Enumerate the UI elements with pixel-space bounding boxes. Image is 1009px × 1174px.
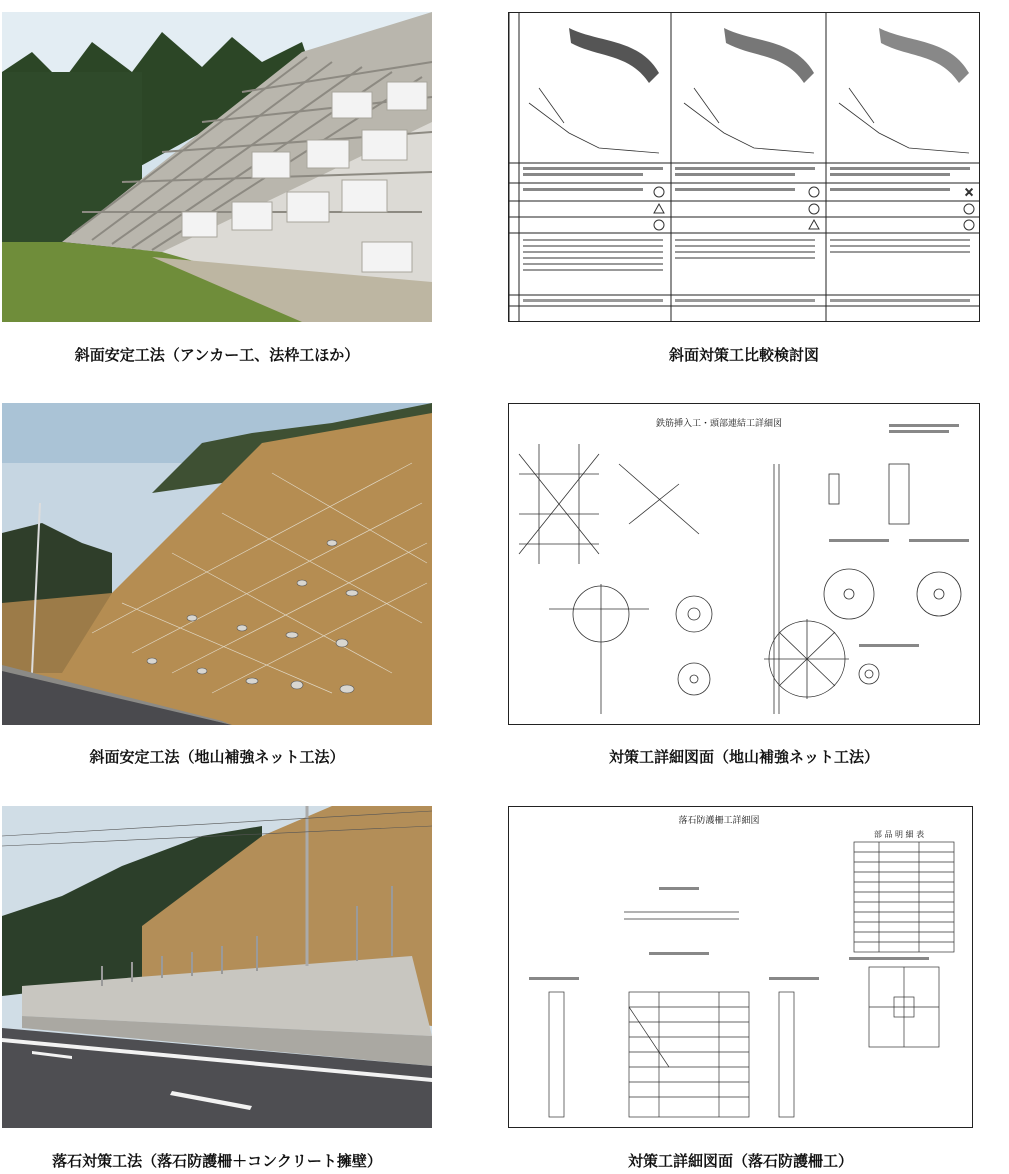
net-detail-title: 鉄筋挿入工・頭部連結工詳細図 (655, 419, 783, 429)
caption-photo-3: 落石対策工法（落石防護柵＋コンクリート擁壁） (52, 1152, 382, 1170)
drawing-net-detail (508, 403, 980, 725)
svg-text:×: × (964, 185, 975, 199)
fence-detail-title: 落石防護柵工詳細図 (678, 816, 760, 826)
caption-drawing-2: 対策工詳細図面（地山補強ネット工法） (608, 748, 879, 766)
photo-slope-net (2, 403, 432, 725)
parts-table-title: 部 品 明 細 表 (873, 830, 925, 839)
caption-drawing-1: 斜面対策工比較検討図 (668, 346, 819, 364)
caption-photo-2: 斜面安定工法（地山補強ネット工法） (89, 748, 345, 766)
drawing-rockfall-fence-detail (508, 806, 973, 1128)
drawing-comparison-study (508, 12, 980, 322)
photo-rockfall-fence (2, 806, 432, 1128)
caption-photo-1: 斜面安定工法（アンカー工、法枠工ほか） (74, 346, 360, 364)
photo-slope-anchor-frame (2, 12, 432, 322)
caption-drawing-3: 対策工詳細図面（落石防護柵工） (627, 1152, 853, 1170)
